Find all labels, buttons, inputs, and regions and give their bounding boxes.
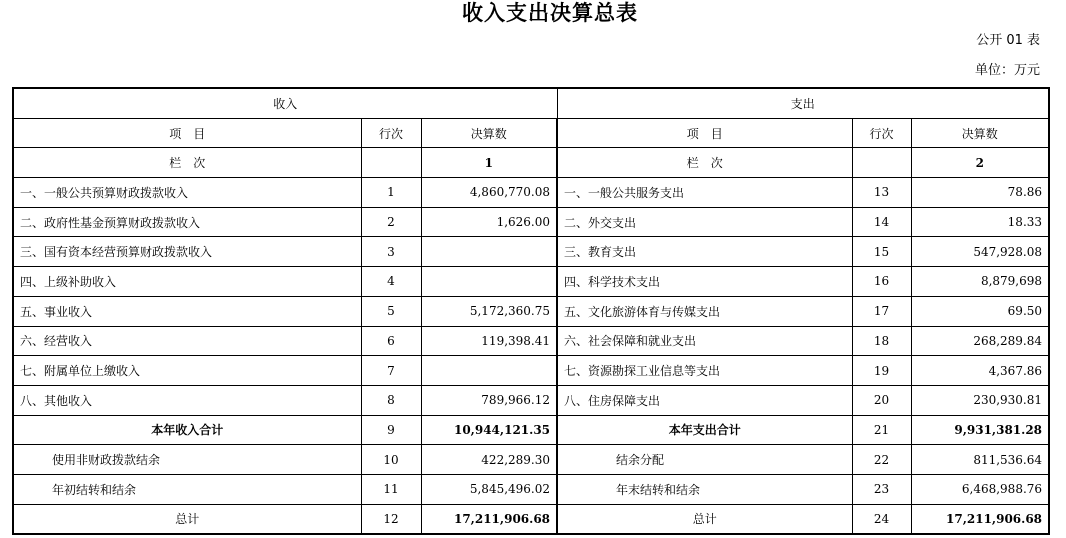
income-column-number: 1: [421, 148, 557, 178]
budget-table: [12, 87, 1050, 535]
form-number: 公开 01 表: [976, 33, 1040, 48]
expense-amount: 4,367.86: [911, 356, 1049, 386]
income-amount: 789,966.12: [421, 385, 557, 415]
column-number-row: [13, 148, 1049, 178]
expense-line-no: 21: [852, 415, 911, 445]
income-item-header: 项 目: [13, 118, 361, 148]
section-header-row: [13, 88, 1049, 118]
expense-line-no: 14: [852, 207, 911, 237]
expense-item: 三、教育支出: [557, 237, 852, 267]
expense-subtotal-label: 本年支出合计: [557, 415, 852, 445]
income-amount: [421, 237, 557, 267]
income-amount: [421, 356, 557, 386]
income-amount-header: 决算数: [421, 118, 557, 148]
expense-line-no: 15: [852, 237, 911, 267]
unit-label: 单位：万元: [974, 63, 1040, 78]
expense-amount: 78.86: [911, 178, 1049, 208]
expense-subtotal-amount: 9,931,381.28: [911, 415, 1049, 445]
income-item: 一、一般公共预算财政拨款收入: [13, 178, 361, 208]
income-item: 四、上级补助收入: [13, 267, 361, 297]
income-item: 三、国有资本经营预算财政拨款收入: [13, 237, 361, 267]
expense-item: 一、一般公共服务支出: [557, 178, 852, 208]
income-line-no: 3: [361, 237, 421, 267]
empty-cell: [361, 148, 421, 178]
expense-amount: 547,928.08: [911, 237, 1049, 267]
expense-item: 八、住房保障支出: [557, 385, 852, 415]
expense-line-no: 22: [852, 445, 911, 475]
expense-amount: 268,289.84: [911, 326, 1049, 356]
expense-item: 七、资源勘探工业信息等支出: [557, 356, 852, 386]
expense-line-no: 24: [852, 504, 911, 534]
expense-item: 二、外交支出: [557, 207, 852, 237]
expense-amount: 8,879,698: [911, 267, 1049, 297]
table-row: [13, 326, 1049, 356]
expense-header: 支出: [557, 88, 1049, 118]
expense-line-no: 19: [852, 356, 911, 386]
income-subtotal-label: 本年收入合计: [13, 415, 361, 445]
income-amount: 5,845,496.02: [421, 474, 557, 504]
table-row: [13, 237, 1049, 267]
column-header-row: [13, 118, 1049, 148]
income-item: 使用非财政拨款结余: [13, 445, 361, 475]
table-row: [13, 474, 1049, 504]
income-line-no: 7: [361, 356, 421, 386]
expense-total-amount: 17,211,906.68: [911, 504, 1049, 534]
income-item: 年初结转和结余: [13, 474, 361, 504]
expense-item: 年末结转和结余: [557, 474, 852, 504]
income-line-no: 9: [361, 415, 421, 445]
income-line-no: 2: [361, 207, 421, 237]
table-row: [13, 356, 1049, 386]
expense-item: 五、文化旅游体育与传媒支出: [557, 296, 852, 326]
expense-column-number: 2: [911, 148, 1049, 178]
expense-line-no: 13: [852, 178, 911, 208]
expense-amount: 811,536.64: [911, 445, 1049, 475]
income-amount: [421, 267, 557, 297]
expense-amount: 230,930.81: [911, 385, 1049, 415]
table-row: [13, 385, 1049, 415]
expense-line-no: 20: [852, 385, 911, 415]
income-line-no: 8: [361, 385, 421, 415]
income-line-header: 行次: [361, 118, 421, 148]
income-amount: 4,860,770.08: [421, 178, 557, 208]
income-column-label: 栏 次: [13, 148, 361, 178]
income-item: 二、政府性基金预算财政拨款收入: [13, 207, 361, 237]
expense-column-label: 栏 次: [557, 148, 852, 178]
income-total-label: 总计: [13, 504, 361, 534]
table-row: [13, 445, 1049, 475]
income-line-no: 6: [361, 326, 421, 356]
subtotal-row: [13, 415, 1049, 445]
income-subtotal-amount: 10,944,121.35: [421, 415, 557, 445]
table-row: [13, 207, 1049, 237]
table-row: [13, 267, 1049, 297]
expense-item: 结余分配: [557, 445, 852, 475]
income-line-no: 4: [361, 267, 421, 297]
expense-amount: 18.33: [911, 207, 1049, 237]
expense-line-header: 行次: [852, 118, 911, 148]
income-amount: 119,398.41: [421, 326, 557, 356]
page-title: 收入支出决算总表: [462, 1, 638, 25]
expense-amount-header: 决算数: [911, 118, 1049, 148]
expense-line-no: 18: [852, 326, 911, 356]
expense-line-no: 23: [852, 474, 911, 504]
expense-item: 六、社会保障和就业支出: [557, 326, 852, 356]
income-line-no: 11: [361, 474, 421, 504]
income-line-no: 10: [361, 445, 421, 475]
expense-amount: 6,468,988.76: [911, 474, 1049, 504]
expense-amount: 69.50: [911, 296, 1049, 326]
empty-cell: [852, 148, 911, 178]
table-row: [13, 178, 1049, 208]
income-line-no: 1: [361, 178, 421, 208]
income-amount: 5,172,360.75: [421, 296, 557, 326]
income-amount: 1,626.00: [421, 207, 557, 237]
expense-item-header: 项 目: [557, 118, 852, 148]
expense-line-no: 17: [852, 296, 911, 326]
income-item: 七、附属单位上缴收入: [13, 356, 361, 386]
income-total-amount: 17,211,906.68: [421, 504, 557, 534]
income-header: 收入: [13, 88, 557, 118]
income-amount: 422,289.30: [421, 445, 557, 475]
total-row: [13, 504, 1049, 534]
expense-total-label: 总计: [557, 504, 852, 534]
income-line-no: 5: [361, 296, 421, 326]
income-item: 五、事业收入: [13, 296, 361, 326]
income-item: 六、经营收入: [13, 326, 361, 356]
income-line-no: 12: [361, 504, 421, 534]
table-row: [13, 296, 1049, 326]
expense-item: 四、科学技术支出: [557, 267, 852, 297]
expense-line-no: 16: [852, 267, 911, 297]
income-item: 八、其他收入: [13, 385, 361, 415]
